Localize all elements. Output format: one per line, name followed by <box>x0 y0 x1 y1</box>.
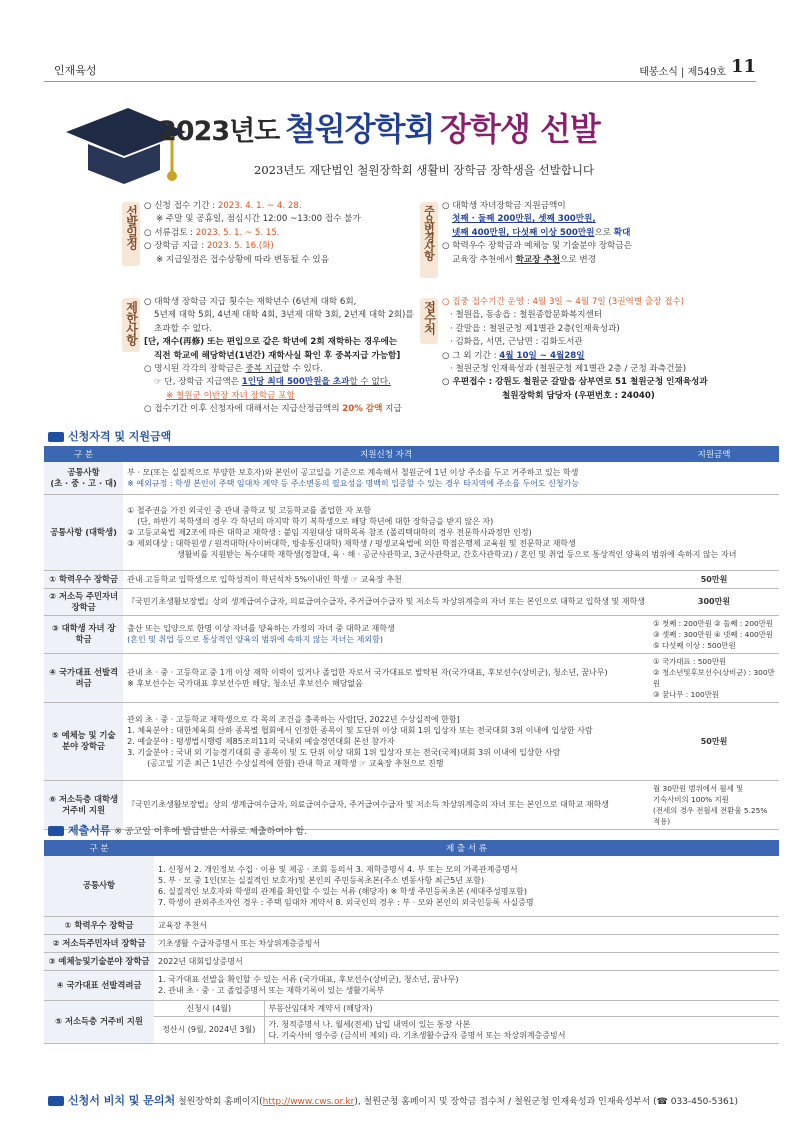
qualification-line: ③ 제외대상 : 대학원생 / 원격대학(사이버대학, 방송통신대학) 재학생 / 평생교육법에 의한 학점은행제 교육원 및 전문학교 재학생 <box>127 538 576 548</box>
row-category: 공통사항 (대학생) <box>44 494 123 570</box>
document-line: 기초생활 수급자증명서 또는 차상위계층증빙서 <box>158 938 321 948</box>
sub-row <box>154 1016 779 1043</box>
qualification-line: (혼인 및 취업 등으로 통상적인 양육의 범위에 속하지 않는 자녀는 제외함) <box>127 635 383 644</box>
qualification-line: 관외 초 · 중 · 고등학교 재학생으로 각 목의 조건을 충족하는 사람[단, 2022년 수상실적에 한함] <box>127 714 460 724</box>
document-line: 2. 관내 초 · 중 · 고 졸업증명서 또는 재학기록이 있는 생활기록부 <box>158 986 385 995</box>
col-category: 구 분 <box>44 446 123 462</box>
qualification-line: 부 · 모(또는 실질적으로 부양한 보호자)와 본인이 공고일을 기준으로 계속해서 철원군에 1년 이상 주소를 두고 거주하고 있는 학생 <box>127 467 579 477</box>
row-amount: 월 30만원 범위에서 월세 및 기숙사비의 100% 지원 (전세의 경우 전월세 전환율 5.25% 적용) <box>649 780 779 829</box>
documents-heading: 제출서류 ※ 공고일 이후에 발급받은 서류로 제출하여야 함. <box>48 822 307 838</box>
qualification-line: ① 철주권을 가진 외국인 중 관내 중학교 및 고등학교를 졸업한 자 포함 <box>127 505 371 515</box>
page-header <box>44 58 756 82</box>
title-org: 철원장학회 <box>284 110 435 148</box>
table-row <box>44 856 779 916</box>
schedule-box: ○ 신청 접수 기간 : 2023. 4. 1. ~ 4. 28. ※ 주말 및 공휴일, 점심시간 12:00 ~13:00 접수 불가 ○ 서류검토 : 2023. 5. 1. ~ 5. 15. ○ 장학금 지급 : 2023. 5. 16.(화) ※ 지급일정은 접수상황에 따라 변동될 수 있음 <box>144 201 361 265</box>
row-category: ④ 국가대표 선발격려금 <box>44 970 154 1000</box>
table-row <box>44 970 779 1000</box>
row-category: 공통사항 (초 · 중 · 고 · 대) <box>44 462 123 494</box>
page-number: 11 <box>730 56 756 77</box>
row-category: ③ 예체능및기술분야 장학금 <box>44 952 154 970</box>
qualification-line: 출산 또는 입양으로 한명 이상 자녀를 양육하는 가정의 자녀 중 대학교 재학생 <box>127 624 395 633</box>
row-documents <box>154 970 779 1000</box>
issue-number: 태봉소식 | 제549호 <box>639 67 726 78</box>
row-qualification <box>123 615 649 653</box>
title-selection: 장학생 선발 <box>440 110 600 148</box>
row-amount: ① 국가대표 : 500만원 ② 청소년및후보선수(상비군) : 300만원 ③ 꿈나무 : 100만원 <box>649 653 779 702</box>
row-documents <box>154 934 779 952</box>
table-row <box>44 494 779 570</box>
changes-label: 주요변경사항 <box>420 202 438 278</box>
documents-table <box>44 840 779 1044</box>
page-title <box>158 104 778 150</box>
document-line: 가. 청적증명서 나. 월세(전세) 납입 내역이 있는 통장 사본 <box>268 1019 471 1029</box>
qualification-line: ※ 후보선수는 국가대표 후보선수만 해당, 청소년 후보선수 해당없음 <box>127 678 363 688</box>
row-qualification <box>123 570 649 588</box>
row-documents <box>154 916 779 934</box>
col-qualification: 지원신청 자격 <box>123 446 649 462</box>
table-row <box>44 702 779 780</box>
qualification-line: 1. 체육분야 : 대한체육회 산하 종목별 협회에서 인정한 종목이 및 도단위 이상 대회 1위 입상자 또는 전국대회 3위 이내에 입상한 사람 <box>127 725 593 735</box>
table-row <box>44 916 779 934</box>
document-line: 6. 실질적인 보호자와 학생의 관계를 확인할 수 있는 서류 (해당자) ※ 학생 주민등록초본 (세대주성명포함) <box>158 886 527 896</box>
homepage-link[interactable]: http://www.cws.or.kr <box>262 1097 355 1107</box>
row-documents <box>154 1000 779 1043</box>
row-category: 공통사항 <box>44 856 154 916</box>
table-row <box>44 653 779 702</box>
graduation-cap-icon <box>48 826 64 836</box>
page-subtitle: 2023년도 재단법인 철원장학회 생활비 장학금 장학생을 선발합니다 <box>254 163 595 177</box>
row-amount: 50만원 <box>649 702 779 780</box>
table-row <box>44 570 779 588</box>
table-row <box>44 462 779 494</box>
row-documents <box>154 856 779 916</box>
qualification-line: 『국민기초생활보장법』상의 생계급여수급자, 의료급여수급자, 주거급여수급자 및 저소득 차상위계층의 자녀 또는 본인으로 대학교 재학생 <box>127 800 609 809</box>
row-amount: 50만원 <box>649 570 779 588</box>
document-line: 7. 학생이 관외주소자인 경우 : 주택 임대차 계약서 8. 외국인의 경우 : 부 · 모와 본인의 외국인등록 사실증명 <box>158 897 534 907</box>
col-amount: 지원금액 <box>649 446 779 462</box>
qualification-line: 『국민기초생활보장법』상의 생계급여수급자, 의료급여수급자, 주거급여수급자 및 저소득 차상위계층의 자녀 또는 본인으로 대학교 입학생 및 재학생 <box>127 597 645 606</box>
section-name: 인재육성 <box>54 64 97 77</box>
qualification-line: (공고일 기준 최근 1년간 수상실적에 한함) 관내 학교 재학생 ☞ 교육장 추천으로 진행 <box>147 758 444 768</box>
sub-timing: 정산시 (9월, 2024년 3월) <box>154 1016 264 1043</box>
table-row <box>44 952 779 970</box>
title-year: 2023년도 <box>158 116 280 147</box>
row-category: ⑤ 예체능 및 기술분야 장학금 <box>44 702 123 780</box>
table-row <box>44 934 779 952</box>
qualification-line: 생활비를 지원받는 특수대학 재학생(경찰대, 육 · 해 · 공군사관학교, 3군사관학교, 간호사관학교) / 혼인 및 취업 등으로 통상적인 양육의 범위에 속하지 않는 자녀 <box>177 549 737 559</box>
table-row <box>44 615 779 653</box>
qualification-heading: 신청자격 및 지원금액 <box>48 428 171 444</box>
graduation-cap-icon <box>48 432 64 442</box>
qualification-line: 관내 고등학교 입학생으로 입학성적이 학년석차 5%이내인 학생 ☞ 교육장 추천 <box>127 574 402 584</box>
schedule-label: 선발일정 <box>122 202 140 266</box>
document-line: 다. 기숙사비 영수증 (금식비 제외) 라. 기초생활수급자 증명서 또는 차상위계층증빙서 <box>268 1030 566 1040</box>
row-category: ② 저소득 주민자녀 장학금 <box>44 588 123 615</box>
row-category: ⑤ 저소득층 거주비 지원 <box>44 1000 154 1043</box>
qualification-line: ② 고등교육법 제2조에 따른 대학교 재학생 : 붙임 지원대상 대학목록 참조 (폴리텍대학의 경우 전문학사과정만 인정) <box>127 527 532 537</box>
sub-timing: 신청시 (4월) <box>154 1001 264 1017</box>
reception-label: 접수처 <box>420 298 438 344</box>
footer-contact: 신청서 비치 및 문의처 철원장학회 홈페이지(http://www.cws.or.kr), 철원군청 홈페이지 및 장학금 접수처 / 철원군청 인재육성과 인재육성부서 (☎ 033-450-5361) <box>48 1092 738 1108</box>
qualification-line: 2. 예술분야 : 평생법시행령 제85조의11의 국내외 예술경연대회 본선 참가자 <box>127 736 395 746</box>
col-doc-category: 구 분 <box>44 840 154 856</box>
row-qualification <box>123 588 649 615</box>
limits-label: 제한사항 <box>122 298 140 352</box>
row-category: ⑥ 저소득층 대학생 거주비 지원 <box>44 780 123 829</box>
reception-box: ○ 집중 접수기간 운영 : 4월 3일 ~ 4월 7일 (3권역별 출장 접수) · 철원읍, 동송읍 : 철원종합문화복지센터 · 갈말읍 : 철원군청 제1별관 2층(인재육성과) · 김화읍, 서면, 근남면 : 김화도서관 ○ 그 외 기간 : 4월 10일 ~ 4월28일 · 철원군청 인재육성과 (철원군청 제1별관 2층 / 군청 좌측건물) ○ 우편접수 : 강원도 철원군 갈말읍 삼부연로 51 철원군청 인재육성과 철원장학회 담당자 (우편번호 : 24040) <box>442 297 708 401</box>
graduation-cap-icon <box>48 1096 64 1106</box>
document-line: 1. 국가대표 선발을 확인할 수 있는 서류 (국가대표, 후보선수(상비군), 청소년, 꿈나무) <box>158 975 459 984</box>
table-row <box>44 588 779 615</box>
limits-box: ○ 대학생 장학금 지급 횟수는 재학년수 (6년제 대학 6회, 5년제 대학 5회, 4년제 대학 4회, 3년제 대학 3회, 2년제 대학 2회)를 초과할 수 없다. [단, 재수(再修) 또는 편입으로 같은 학년에 2회 재학하는 경우에는 직전 학교에 해당학년(1년간) 재학사실 확인 후 중복지급 가능함] ○ 명시된 각각의 장학금은 중복 지급할 수 있다. ☞ 단, 장학금 지급액은 1인당 최대 500만원을 초과할 수 없다. ※ 철원군 이반장 자녀 장학금 포함 ○ 접수기간 이후 신청자에 대해서는 지급산정금액의 20% 감액 지급 <box>144 297 414 415</box>
table-row <box>44 1000 779 1043</box>
row-category: ① 학력우수 장학금 <box>44 570 123 588</box>
document-line: 5. 부 · 모 중 1인(또는 실질적인 보호자)및 본인의 주민등록초본(주소 변동사항 최근5년 포함) <box>158 875 485 885</box>
changes-box: ○ 대학생 자녀장학금 지원금액이 첫째 · 둘째 200만원, 셋째 300만원, 넷째 400만원, 다섯째 이상 500만원으로 확대 ○ 학력우수 장학금과 예체능 및 기술분야 장학금은 교육장 추천에서 학교장 추천으로 변경 <box>442 201 632 265</box>
row-amount: 300만원 <box>649 588 779 615</box>
document-line: 2022년 대회입상증명서 <box>158 956 243 966</box>
row-category: ① 학력우수 장학금 <box>44 916 154 934</box>
row-qualification <box>123 702 649 780</box>
document-line: 교육장 추천서 <box>158 920 207 930</box>
qualification-table <box>44 446 779 830</box>
qualification-line: 관내 초 · 중 · 고등학교 중 1개 이상 재학 이력이 있거나 졸업한 자로서 국가대표로 발탁된 자(국가대표, 후보선수(상비군), 청소년, 꿈나무) <box>127 667 608 677</box>
row-category: ③ 대학생 자녀 장학금 <box>44 615 123 653</box>
qualification-line: (단, 하반기 복학생의 경우 각 학년의 마지막 학기 복학생으로 해당 학년에 대한 장학금을 받지 않은 자) <box>137 516 494 526</box>
sub-row <box>154 1001 779 1017</box>
row-documents <box>154 952 779 970</box>
qualification-line: 3. 기술분야 : 국내 외 기능경기대회 중 종목이 및 도 단위 이상 대회 1위 입상자 또는 전국(국제)대회 3위 이내에 입상한 사람 <box>127 747 561 757</box>
col-documents: 제 출 서 류 <box>154 840 779 856</box>
document-line: 1. 신청서 2. 개인정보 수집 · 이용 및 제공 · 조회 등의서 3. 재학증명서 4. 부 또는 모의 가족관계증명서 <box>158 864 518 874</box>
sub-docs <box>264 1001 779 1017</box>
sub-table <box>154 1001 779 1043</box>
document-line: 부동산임대차 계약서 (해당자) <box>268 1003 373 1013</box>
qualification-line: ※ 예외규정 : 학생 본인이 주택 임대차 계약 등 주소변동의 필요성을 명백히 입증할 수 있는 경우 타지역에 주소를 두어도 신청가능 <box>127 478 580 488</box>
row-qualification <box>123 653 649 702</box>
row-amount: ① 첫째 : 200만원 ② 둘째 : 200만원 ③ 셋째 : 300만원 ④ 넷째 : 400만원 ⑤ 다섯째 이상 : 500만원 <box>649 615 779 653</box>
row-qualification <box>123 462 779 494</box>
sub-docs <box>264 1016 779 1043</box>
row-category: ④ 국가대표 선발격려금 <box>44 653 123 702</box>
row-qualification <box>123 494 779 570</box>
row-category: ② 저소득주민자녀 장학금 <box>44 934 154 952</box>
